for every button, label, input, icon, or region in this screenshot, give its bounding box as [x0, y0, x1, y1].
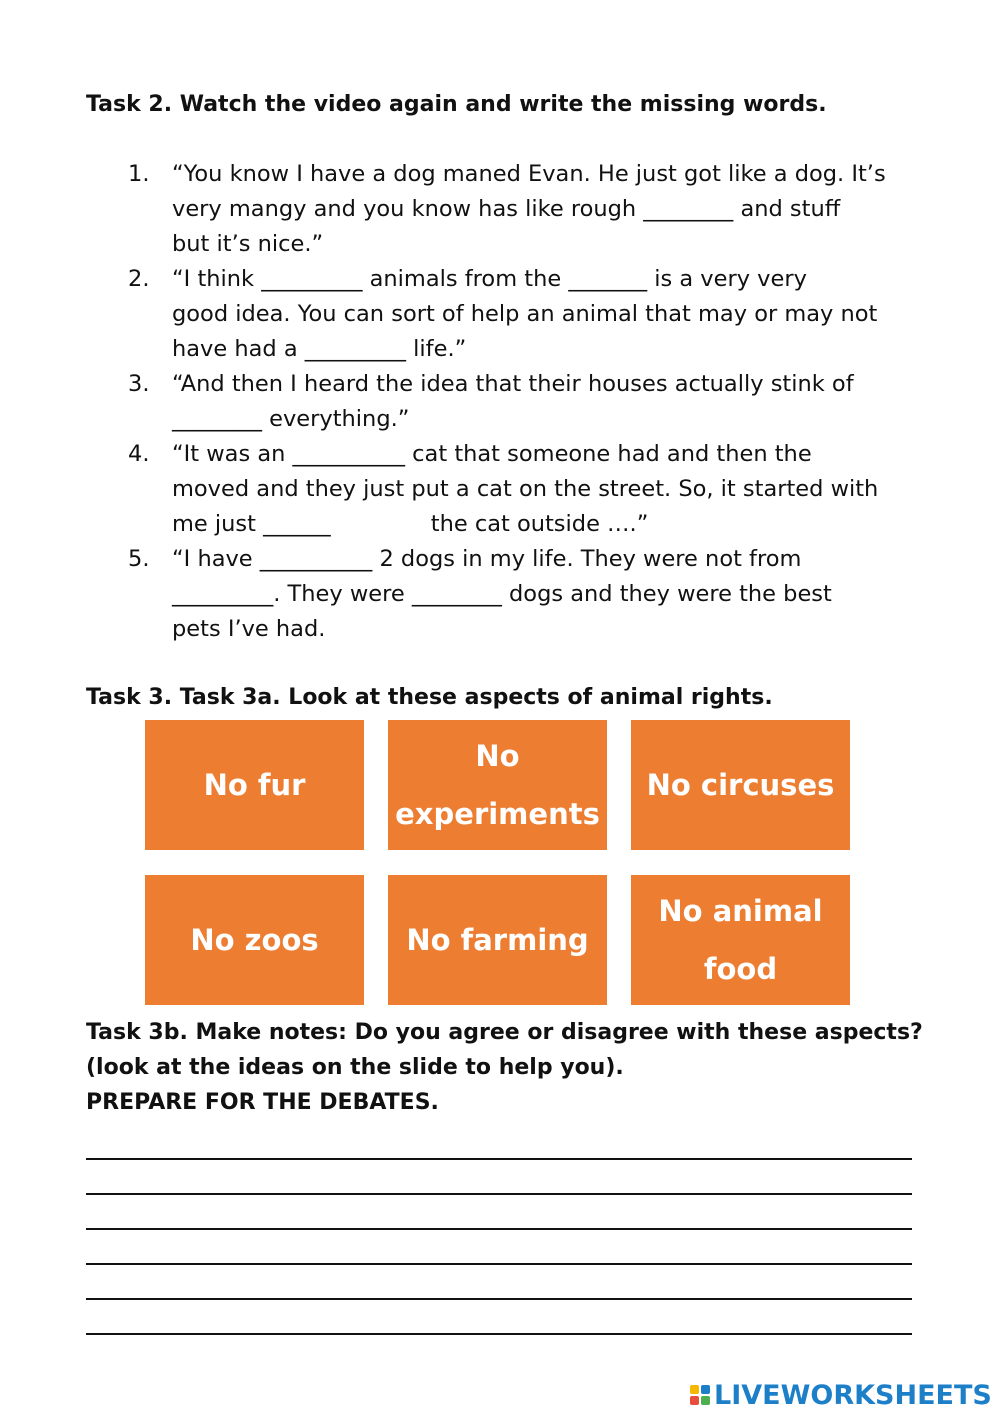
- tile-label: No farming: [406, 923, 589, 957]
- item-text-line: but it’s nice.”: [172, 231, 324, 257]
- tile-label: No animal: [658, 894, 823, 928]
- item-text-line: good idea. You can sort of help an animal that may or may not: [172, 301, 878, 327]
- writing-line[interactable]: [86, 1230, 912, 1265]
- tile-label: No zoos: [190, 923, 319, 957]
- task2-item-3: [128, 367, 918, 437]
- task3b-line: (look at the ideas on the slide to help you).: [86, 1055, 624, 1080]
- item-text-line: moved and they just put a cat on the street. So, it started with: [172, 476, 879, 502]
- item-text-line: me just ______ the cat outside ….”: [172, 511, 649, 537]
- item-number: 4.: [128, 441, 150, 467]
- item-number: 1.: [128, 161, 150, 187]
- tile-no-zoos: [145, 875, 364, 1005]
- task3b-line: PREPARE FOR THE DEBATES.: [86, 1090, 439, 1115]
- task3b-line: Task 3b. Make notes: Do you agree or disagree with these aspects?: [86, 1020, 923, 1045]
- item-number: 2.: [128, 266, 150, 292]
- item-text-line: “I think _________ animals from the _______ is a very very: [172, 266, 807, 292]
- task2-item-5: [128, 542, 918, 647]
- tile-no-farming: [388, 875, 607, 1005]
- tile-label: food: [703, 952, 778, 986]
- item-text-line: “And then I heard the idea that their houses actually stink of: [172, 371, 854, 397]
- item-text-line: “You know I have a dog maned Evan. He just got like a dog. It’s: [172, 161, 886, 187]
- logo-text: LIVEWORKSHEETS: [714, 1379, 992, 1411]
- item-number: 3.: [128, 371, 150, 397]
- tile-label: No: [475, 739, 520, 773]
- tile-no-animal-food: [631, 875, 850, 1005]
- task2-item-4: [128, 437, 918, 542]
- tile-no-experiments: [388, 720, 607, 850]
- writing-line[interactable]: [86, 1125, 912, 1160]
- liveworksheets-logo-icon: [690, 1385, 710, 1405]
- liveworksheets-logo: [690, 1378, 992, 1412]
- item-number: 5.: [128, 546, 150, 572]
- task2-sentence-list: [128, 157, 918, 647]
- tile-no-fur: [145, 720, 364, 850]
- tile-label: experiments: [395, 797, 600, 831]
- item-text-line: ________ everything.”: [172, 406, 410, 432]
- task2-item-1: [128, 157, 918, 262]
- tile-label: No fur: [203, 768, 306, 802]
- writing-line[interactable]: [86, 1265, 912, 1300]
- task2-item-2: [128, 262, 918, 367]
- item-text-line: pets I’ve had.: [172, 616, 326, 642]
- tile-label: No circuses: [646, 768, 835, 802]
- item-text-line: have had a _________ life.”: [172, 336, 467, 362]
- task3-heading: Task 3. Task 3a. Look at these aspects of animal rights.: [86, 685, 773, 710]
- writing-line[interactable]: [86, 1300, 912, 1335]
- writing-line[interactable]: [86, 1195, 912, 1230]
- task2-heading: Task 2. Watch the video again and write the missing words.: [86, 92, 827, 117]
- item-text-line: “It was an __________ cat that someone had and then the: [172, 441, 812, 467]
- item-text-line: “I have __________ 2 dogs in my life. They were not from: [172, 546, 802, 572]
- task3b-instructions: [86, 1015, 946, 1120]
- writing-line[interactable]: [86, 1160, 912, 1195]
- item-text-line: very mangy and you know has like rough ________ and stuff: [172, 196, 841, 222]
- item-text-line: _________. They were ________ dogs and they were the best: [172, 581, 832, 607]
- tile-no-circuses: [631, 720, 850, 850]
- notes-writing-area[interactable]: [86, 1125, 912, 1335]
